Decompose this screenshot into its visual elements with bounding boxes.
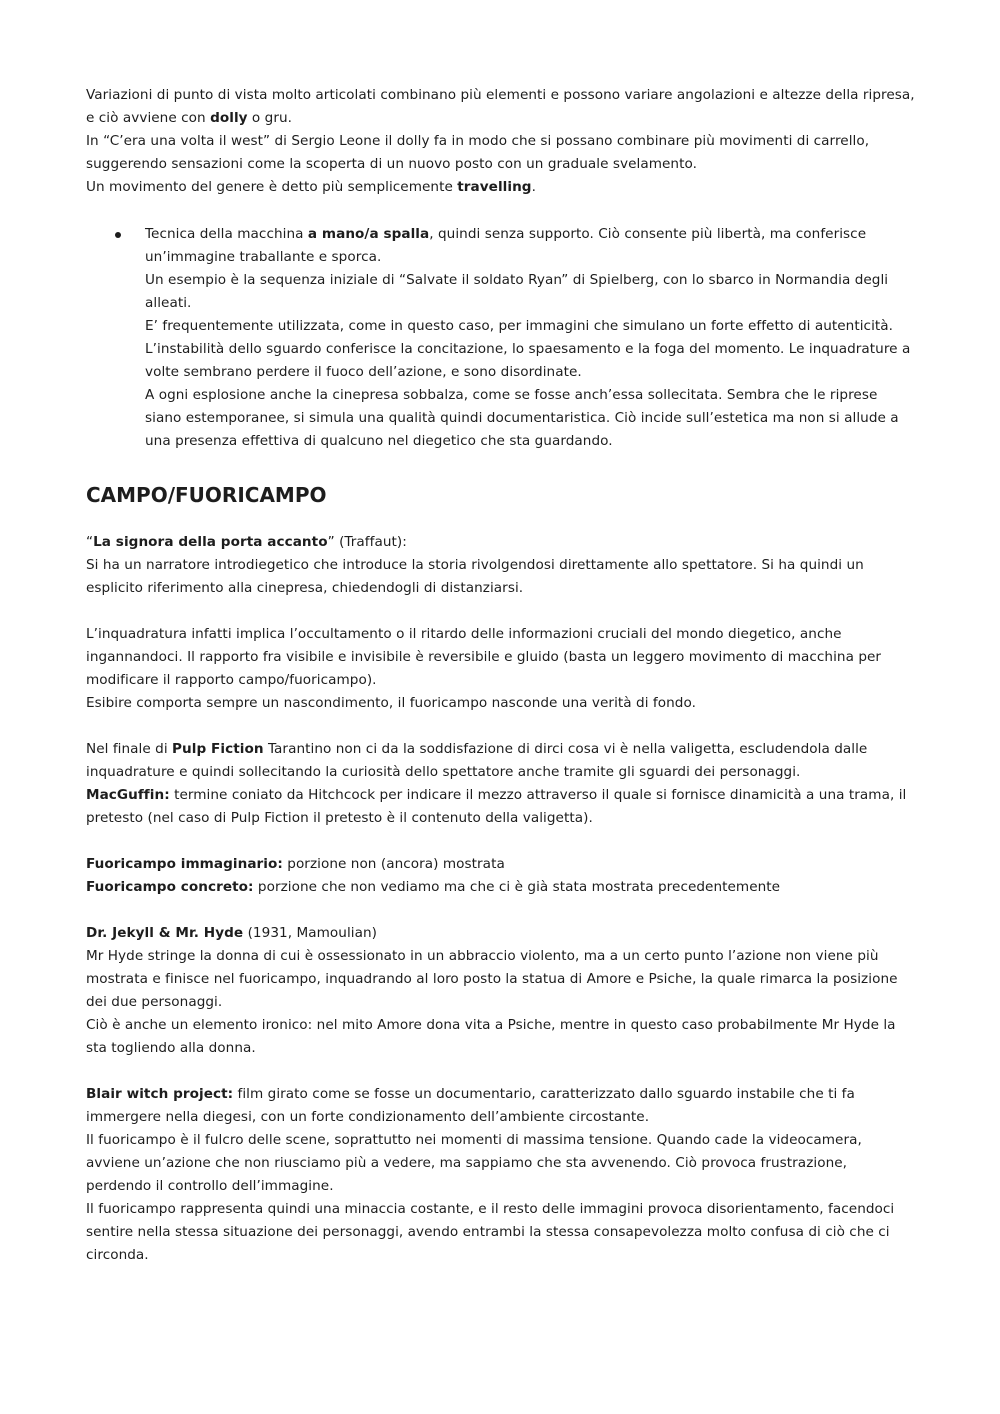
term-fuoricampo-immaginario: Fuoricampo immaginario:	[86, 856, 283, 872]
fuoricampo-concreto	[86, 876, 916, 899]
bullet-intro	[145, 223, 916, 269]
jekyll-ironico-paragraph: Ciò è anche un elemento ironico: nel mito Amore dona vita a Psiche, mentre in questo caso probabilmente Mr Hyde la sta togliendo alla donna.	[86, 1017, 896, 1056]
pulp-text-end: Tarantino non ci da la soddisfazione di dirci cosa vi è nella valigetta, escludendola dalle inquadrature e quindi sollecitando la curiosità dello spettatore anche tramite gli sguardi dei personaggi.	[86, 741, 868, 780]
blair-minaccia-paragraph: Il fuoricampo rappresenta quindi una minaccia costante, e il resto delle immagini provoca disorientamento, facendoci sentire nella stessa situazione dei personaggi, avendo entrambi la stessa consapevolezza molto confusa di ciò che ci circonda.	[86, 1201, 895, 1263]
jekyll-paragraph: Mr Hyde stringe la donna di cui è ossessionato in un abbraccio violento, ma a un certo punto l’azione non viene più mostrata e finisce nel fuoricampo, inquadrando al loro posto la statua di Amore e Psiche, la quale rimarca la posizione dei due personaggi.	[86, 948, 898, 1010]
macguffin-text: termine coniato da Hitchcock per indicare il mezzo attraverso il quale si fornisce dinamicità a una trama, il pretesto (nel caso di Pulp Fiction il pretesto è il contenuto della valigetta).	[86, 787, 907, 826]
blair-witch-paragraph	[86, 1083, 916, 1129]
bullet-dot-icon	[115, 232, 121, 238]
quote-open: “	[86, 534, 94, 550]
term-mano-spalla: a mano/a spalla	[307, 226, 430, 242]
bullet-esplosione: A ogni esplosione anche la cinepresa sobbalza, come se fosse anch’essa sollecitata. Sembra che le riprese siano estemporanee, si simula una qualità quindi documentaristica. Ciò incide sull’estetica ma non si allude a una presenza effettiva di qualcuno nel diegetico che sta guardando.	[145, 387, 899, 449]
inquadratura-paragraph: L’inquadratura infatti implica l’occultamento o il ritardo delle informazioni cruciali del mondo diegetico, anche ingannandoci. Il rapporto fra visibile e invisibile è reversibile e gluido (basta un leggero movimento di macchina per modificare il rapporto campo/fuoricampo).	[86, 626, 882, 688]
bullet-list	[86, 223, 916, 453]
jekyll-year-director: (1931, Mamoulian)	[243, 925, 378, 941]
term-macguffin: MacGuffin:	[86, 787, 170, 803]
signora-director: ” (Traffaut):	[327, 534, 407, 550]
signora-paragraph: Si ha un narratore introdiegetico che introduce la storia rivolgendosi direttamente allo spettatore. Si ha quindi un esplicito riferimento alla cinepresa, chiedendogli di distanziarsi.	[86, 557, 864, 596]
intro-paragraph	[86, 84, 916, 130]
bullet-autenticita: E’ frequentemente utilizzata, come in questo caso, per immagini che simulano un forte effetto di autenticità. L’instabilità dello sguardo conferisce la concitazione, lo spaesamento e la foga del momento. Le inquadrature a volte sembrano perdere il fuoco dell’azione, e sono disordinate.	[145, 318, 911, 380]
fuoricampo-concreto-text: porzione che non vediamo ma che ci è già stata mostrata precedentemente	[253, 879, 781, 895]
travelling-text: Un movimento del genere è detto più semplicemente	[86, 179, 458, 195]
esibire-paragraph: Esibire comporta sempre un nascondimento, il fuoricampo nasconde una verità di fondo.	[86, 695, 696, 711]
bullet-item-mano-spalla	[86, 223, 916, 453]
section-heading: CAMPO/FUORICAMPO	[86, 483, 327, 507]
intro-text: Variazioni di punto di vista molto articolati combinano più elementi e possono variare angolazioni e altezze della ripresa, e ciò avviene con	[86, 87, 915, 126]
pulp-text: Nel finale di	[86, 741, 173, 757]
macguffin-paragraph	[86, 784, 916, 830]
film-title-jekyll: Dr. Jekyll & Mr. Hyde	[86, 925, 244, 941]
jekyll-title	[86, 922, 916, 945]
bullet-ryan-example: Un esempio è la sequenza iniziale di “Salvate il soldato Ryan” di Spielberg, con lo sbarco in Normandia degli alleati.	[145, 272, 889, 311]
film-title-blair-witch: Blair witch project:	[86, 1086, 234, 1102]
intro-text-end: o gru.	[247, 110, 293, 126]
fuoricampo-immaginario-text: porzione non (ancora) mostrata	[282, 856, 505, 872]
film-title-signora: La signora della porta accanto	[93, 534, 328, 550]
blair-fulcro-paragraph: Il fuoricampo è il fulcro delle scene, soprattutto nei momenti di massima tensione. Quando cade la videocamera, avviene un’azione che non riusciamo più a vedere, ma sappiamo che sta avvenendo. Ciò provoca frustrazione, perdendo il controllo dell’immagine.	[86, 1132, 862, 1194]
film-title-pulp-fiction: Pulp Fiction	[172, 741, 264, 757]
travelling-paragraph	[86, 176, 916, 199]
travelling-text-end: .	[531, 179, 536, 195]
sergio-leone-paragraph: In “C’era una volta il west” di Sergio Leone il dolly fa in modo che si possano combinare più movimenti di carrello, suggerendo sensazioni come la scoperta di un nuovo posto con un graduale svelamento.	[86, 133, 870, 172]
term-dolly: dolly	[210, 110, 248, 126]
signora-title	[86, 531, 916, 554]
blair-witch-text: film girato come se fosse un documentario, caratterizzato dallo sguardo instabile che ti fa immergere nella diegesi, con un forte condizionamento dell’ambiente circostante.	[86, 1086, 855, 1125]
term-fuoricampo-concreto: Fuoricampo concreto:	[86, 879, 254, 895]
fuoricampo-immaginario	[86, 853, 916, 876]
document-page	[86, 84, 916, 1267]
term-travelling: travelling	[457, 179, 532, 195]
bullet-text-end: , quindi senza supporto. Ciò consente più libertà, ma conferisce un’immagine traballante e sporca.	[145, 226, 867, 265]
bullet-text: Tecnica della macchina	[145, 226, 308, 242]
pulp-fiction-paragraph	[86, 738, 916, 784]
